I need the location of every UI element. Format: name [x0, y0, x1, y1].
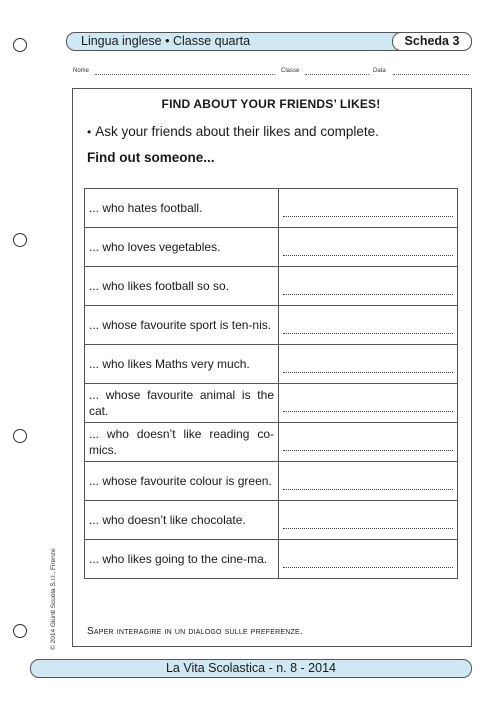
answer-line[interactable] [283, 561, 453, 568]
name-label: Nome [73, 68, 90, 74]
answer-line[interactable] [283, 327, 453, 334]
table-row [85, 189, 458, 228]
find-out-heading: Find out someone... [87, 150, 215, 165]
answer-line[interactable] [283, 249, 453, 256]
bullet-icon: • [87, 125, 92, 139]
objective-footnote: Saper interagire in un dialogo sulle preferenze. [87, 626, 303, 637]
answer-line[interactable] [283, 210, 453, 217]
table-row [85, 267, 458, 306]
table-row [85, 462, 458, 501]
table-row [85, 228, 458, 267]
question-cell: ... who likes Maths very much. [85, 345, 279, 384]
date-label: Data [373, 68, 386, 74]
answer-line[interactable] [283, 444, 453, 451]
question-cell: ... whose favourite sport is ten-nis. [85, 306, 279, 345]
question-cell: ... who doesn’t like reading co-mics. [85, 423, 279, 462]
binder-hole [13, 429, 27, 443]
header-bar [66, 32, 472, 51]
answer-cell[interactable] [279, 306, 458, 345]
answer-cell[interactable] [279, 462, 458, 501]
question-cell: ... whose favourite colour is green. [85, 462, 279, 501]
student-info-row [73, 66, 471, 78]
answer-line[interactable] [283, 483, 453, 490]
subject-label: Lingua inglese • Classe quarta [81, 34, 251, 48]
answer-cell[interactable] [279, 267, 458, 306]
answer-cell[interactable] [279, 501, 458, 540]
question-cell: ... who hates football. [85, 189, 279, 228]
table-row [85, 423, 458, 462]
footer-bar [30, 659, 472, 678]
answer-cell[interactable] [279, 384, 458, 423]
question-cell: ... who doesn’t like chocolate. [85, 501, 279, 540]
question-cell: ... who likes football so so. [85, 267, 279, 306]
table-row [85, 345, 458, 384]
class-field[interactable] [305, 66, 369, 75]
binder-hole [13, 624, 27, 638]
answer-cell[interactable] [279, 423, 458, 462]
date-field[interactable] [393, 66, 469, 75]
question-cell: ... who loves vegetables. [85, 228, 279, 267]
answer-line[interactable] [283, 366, 453, 373]
table-row [85, 384, 458, 423]
binder-hole [13, 38, 27, 52]
answer-line[interactable] [283, 405, 453, 412]
question-cell: ... who likes going to the cine-ma. [85, 540, 279, 579]
answer-cell[interactable] [279, 540, 458, 579]
question-cell: ... whose favourite animal is the cat. [85, 384, 279, 423]
class-label: Classe [281, 68, 300, 74]
binder-hole [13, 233, 27, 247]
worksheet-title: FIND ABOUT YOUR FRIENDS’ LIKES! [161, 97, 381, 111]
sheet-label: Scheda 3 [392, 32, 472, 51]
answer-cell[interactable] [279, 228, 458, 267]
table-row [85, 306, 458, 345]
survey-table [84, 188, 458, 579]
answer-cell[interactable] [279, 189, 458, 228]
name-field[interactable] [95, 66, 275, 75]
instruction-text: Ask your friends about their likes and complete. [95, 124, 379, 139]
table-row [85, 501, 458, 540]
table-row [85, 540, 458, 579]
copyright-note: © 2014 Giunti Scuola S.r.l., Firenze [50, 548, 57, 650]
instruction [87, 124, 379, 139]
answer-line[interactable] [283, 288, 453, 295]
answer-cell[interactable] [279, 345, 458, 384]
answer-line[interactable] [283, 522, 453, 529]
magazine-label: La Vita Scolastica - n. 8 - 2014 [165, 661, 336, 675]
